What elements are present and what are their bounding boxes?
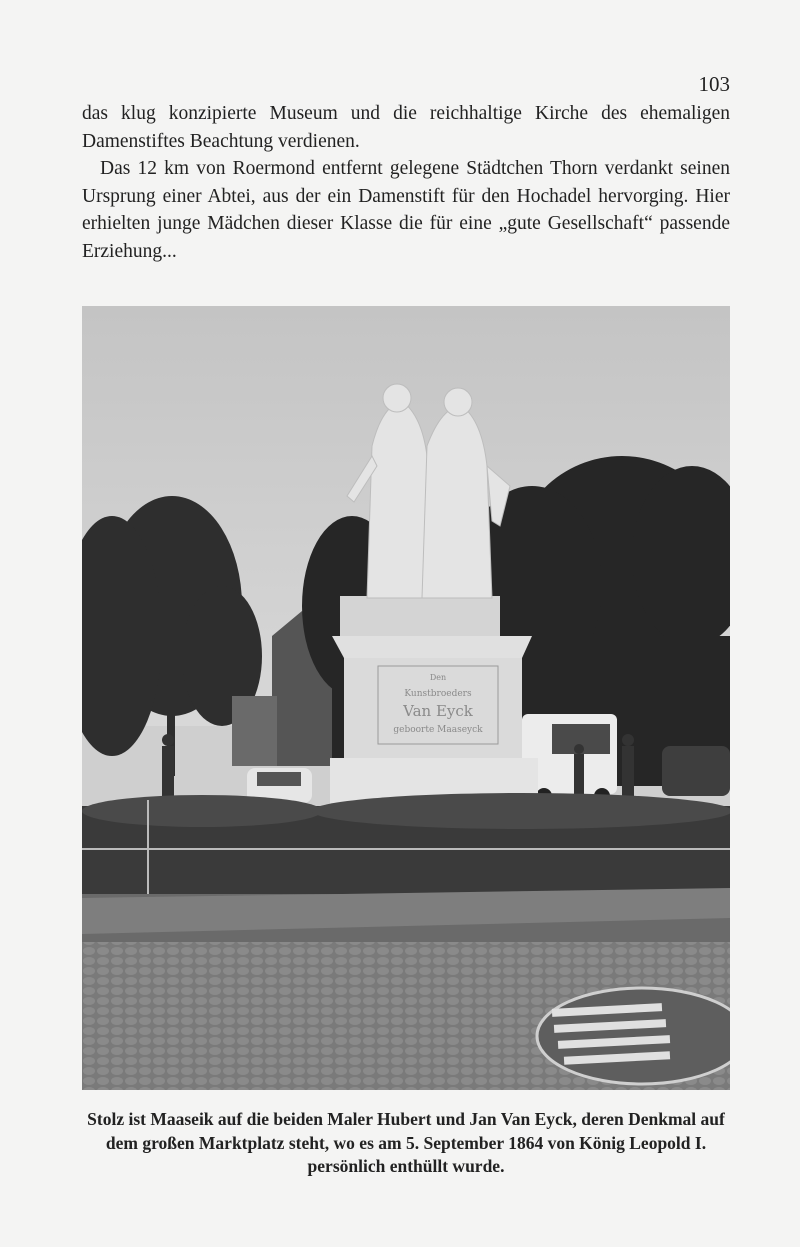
body-text <box>82 100 730 265</box>
dark-car <box>662 746 730 796</box>
monument-photo <box>82 306 730 1090</box>
coat-of-arms-inlay <box>537 988 730 1084</box>
inscription-line-2: Kunstbroeders <box>404 689 472 699</box>
inscription-line-1: Den <box>429 673 447 682</box>
inscription-line-4: geboorte Maaseyck <box>393 725 483 735</box>
page-number: 103 <box>698 72 730 96</box>
paragraph-continuation: das klug konzipierte Museum und die reichhaltige Kirche des ehemaligen Damenstiftes Beachtung verdienen. <box>82 103 730 152</box>
paragraph-thorn: Das 12 km von Roermond entfernt gelegene Städtchen Thorn verdankt seinen Ursprung einer Abtei, aus der ein Damenstift für den Hochadel hervorging. Hier erhielten junge Mädchen dieser Klasse die für eine „gute Gesellschaft“ passende Erziehung... <box>82 158 730 262</box>
hedge <box>82 793 730 896</box>
inscription-line-3: Van Eyck <box>403 702 473 720</box>
figure-caption: Stolz ist Maaseik auf die beiden Maler Hubert und Jan Van Eyck, deren Denkmal auf dem großen Marktplatz steht, wo es am 5. September 1864 von König Leopold I. persönlich enthüllt wurde. <box>87 1109 725 1176</box>
